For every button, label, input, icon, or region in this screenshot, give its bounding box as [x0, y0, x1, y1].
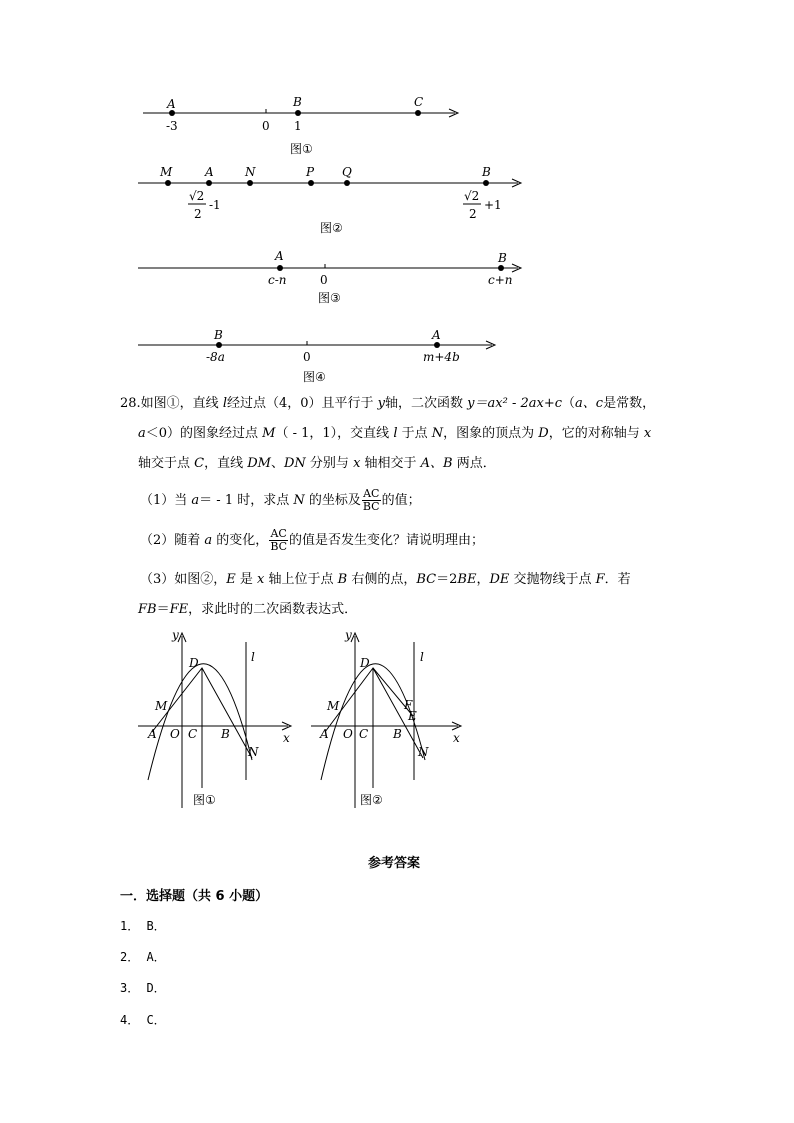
problem-28-q3: （3）如图②，E 是 x 轴上位于点 B 右侧的点，BC＝2BE，DE 交抛物线于点 F．若 — [140, 572, 631, 587]
svg-text:N: N — [248, 745, 259, 759]
parabola-graphs — [0, 620, 794, 820]
svg-text:A: A — [320, 727, 329, 741]
svg-text:O: O — [343, 727, 353, 741]
caption-graph1: 图① — [193, 793, 216, 807]
graph-fig1 — [138, 628, 291, 808]
svg-text:x: x — [453, 731, 460, 745]
label-A: A — [432, 328, 441, 342]
point-B-fig3 — [498, 265, 504, 271]
answers-title: 参考答案 — [368, 856, 421, 871]
answer-item: 3． D． — [120, 981, 166, 995]
answer-item: 4． C． — [120, 1013, 166, 1027]
label-A: A — [275, 249, 284, 263]
answer-item: 2． A． — [120, 950, 166, 964]
value-B: 1 — [294, 119, 302, 133]
point-B-fig4 — [216, 342, 222, 348]
point-A-fig2 — [206, 180, 212, 186]
fraction-ac-bc: $\frac{AC}{BC}$ — [362, 487, 380, 513]
value-A-numerator: √2 — [189, 189, 205, 203]
label-B: B — [482, 165, 491, 179]
number-line-fig3 — [138, 249, 521, 305]
value-B-denominator: 2 — [469, 207, 477, 221]
point-B-fig2 — [483, 180, 489, 186]
point-B-fig1 — [295, 110, 301, 116]
svg-text:D: D — [189, 656, 199, 670]
value-B: -8a — [206, 350, 225, 364]
label-N: N — [245, 165, 256, 179]
point-P — [308, 180, 314, 186]
svg-text:F: F — [404, 698, 413, 712]
point-Q — [344, 180, 350, 186]
svg-text:N: N — [418, 745, 429, 759]
label-A: A — [167, 97, 176, 111]
svg-text:M: M — [327, 699, 340, 713]
problem-28-line2: a＜0）的图象经过点 M（ - 1，1），交直线 l 于点 N，图象的顶点为 D，它的对称轴与 x — [138, 426, 652, 441]
svg-text:O: O — [170, 727, 180, 741]
svg-text:M: M — [155, 699, 168, 713]
parabola-curve — [148, 664, 252, 780]
label-C: C — [414, 95, 424, 109]
value-A-tail: -1 — [209, 198, 221, 212]
svg-text:x: x — [283, 731, 290, 745]
value-A: -3 — [166, 119, 178, 133]
svg-text:D: D — [360, 656, 370, 670]
value-A: m+4b — [423, 350, 460, 364]
caption-fig4: 图④ — [303, 370, 326, 384]
point-A-fig4 — [434, 342, 440, 348]
value-B: c+n — [488, 273, 513, 287]
problem-28-q2: （2）随着 a 的变化， $\frac{AC}{BC}$ 的值是否发生变化？请说明理由； — [140, 527, 485, 553]
caption-fig1: 图① — [290, 142, 313, 156]
svg-text:B: B — [221, 727, 230, 741]
svg-text:A: A — [148, 727, 157, 741]
label-A: A — [205, 165, 214, 179]
number-line-fig1 — [143, 95, 458, 156]
problem-28-q3-cont: FB＝FE，求此时的二次函数表达式． — [138, 602, 358, 617]
svg-text:l: l — [251, 650, 255, 664]
svg-text:y: y — [345, 628, 352, 642]
value-A-denominator: 2 — [194, 207, 202, 221]
number-line-fig4 — [138, 328, 495, 384]
value-B-tail: +1 — [484, 198, 502, 212]
label-P: P — [306, 165, 315, 179]
point-M — [165, 180, 171, 186]
value-zero: 0 — [303, 350, 311, 364]
point-C-fig1 — [415, 110, 421, 116]
label-M: M — [160, 165, 173, 179]
svg-text:y: y — [172, 628, 179, 642]
problem-28-line3: 轴交于点 C，直线 DM、DN 分别与 x 轴相交于 A、B 两点． — [138, 456, 496, 471]
number-line-fig2 — [138, 165, 521, 235]
caption-fig2: 图② — [320, 221, 343, 235]
svg-text:E: E — [408, 709, 417, 723]
label-Q: Q — [342, 165, 352, 179]
number-line-figures — [0, 0, 794, 400]
value-A: c-n — [268, 273, 287, 287]
svg-text:B: B — [393, 727, 402, 741]
label-B: B — [498, 251, 507, 265]
graph-fig2 — [311, 628, 461, 808]
answer-item: 1． B． — [120, 919, 166, 933]
svg-text:C: C — [359, 727, 369, 741]
caption-fig3: 图③ — [318, 291, 341, 305]
point-N — [247, 180, 253, 186]
problem-28-q1: （1）当 a＝ - 1 时，求点 N 的坐标及 $\frac{AC}{BC}$ 的值； — [140, 487, 421, 513]
value-zero: 0 — [320, 273, 328, 287]
fraction-ac-bc: $\frac{AC}{BC}$ — [270, 527, 288, 553]
problem-28-line1: 28.如图①，直线 l经过点（4，0）且平行于 y轴，二次函数 y＝ax² - 2ax+c（a、c是常数， — [120, 396, 656, 411]
label-B: B — [293, 95, 302, 109]
answers-section-heading: 一．选择题（共 6 小题） — [120, 889, 269, 904]
point-A-fig3 — [277, 265, 283, 271]
label-B: B — [214, 328, 223, 342]
caption-graph2: 图② — [360, 793, 383, 807]
value-zero: 0 — [262, 119, 270, 133]
value-B-numerator: √2 — [464, 189, 480, 203]
svg-text:C: C — [188, 727, 198, 741]
svg-text:l: l — [420, 650, 424, 664]
